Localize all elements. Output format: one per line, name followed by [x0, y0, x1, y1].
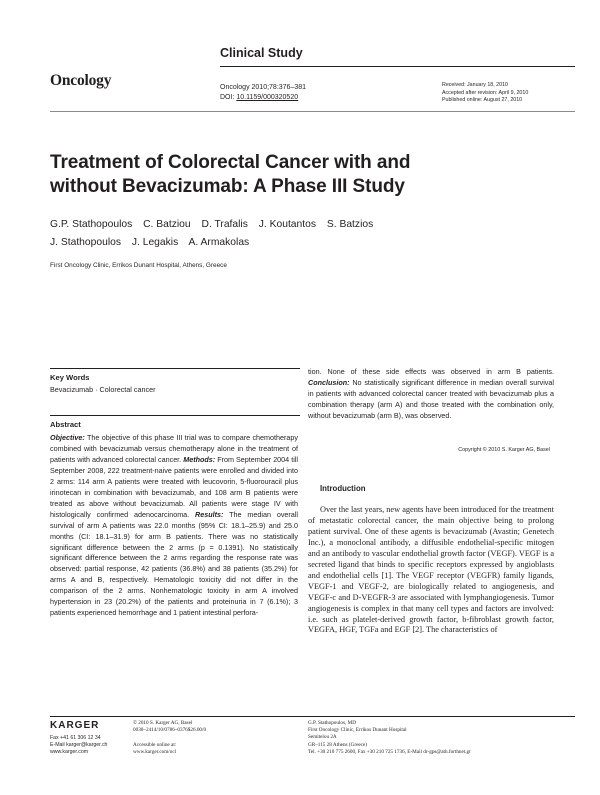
author-row-1 — [50, 216, 450, 234]
objective-label: Objective: — [50, 433, 85, 442]
corr-street: Semitelou 2A — [308, 734, 337, 741]
methods-label: Methods: — [183, 454, 216, 464]
title-line-2: without Bevacizumab: A Phase III Study — [50, 176, 405, 197]
correspondence — [308, 720, 471, 756]
published-date: Published online: August 27, 2010 — [442, 97, 523, 104]
title-line-1: Treatment of Colorectal Cancer with and — [50, 152, 411, 173]
footer-rule — [50, 716, 575, 717]
affiliation: First Oncology Clinic, Errikos Dunant Hospital, Athens, Greece — [50, 262, 227, 269]
publication-info — [133, 720, 206, 756]
author: J. Stathopoulos — [50, 237, 121, 248]
citation-block — [220, 83, 306, 102]
doi-link[interactable]: 10.1159/000320520 — [236, 93, 299, 101]
methods-text: From September 2004 till September 2008, 222 treatment-naive patients were enrolled and divided into 2 arms: 114 arm A patients were treated with leucovorin, 5-fluorouracil plus irinotecan in combination with bevacizumab, and 108 arm B patients were treated as above without bevacizumab. All patients were stage IV with histologically confirmed adenocarcinoma. — [50, 454, 298, 519]
abstract-copyright: Copyright © 2010 S. Karger AG, Basel — [458, 447, 550, 453]
continued-text: tion. None of these side effects was observed in arm B patients. — [308, 367, 554, 376]
header-rule — [220, 66, 575, 67]
spacer — [133, 734, 206, 741]
conclusion-text: No statistically significant difference in median overall survival in patients with advanced colorectal cancer treated with bevacizumab plus a combination therapy (arm A) and those treated with the combination only, without bevacizumab (arm B), was observed. — [308, 377, 554, 420]
issn-line: 0030–2414/10/0786–0376$26.00/0 — [133, 727, 207, 734]
keywords-text: Bevacizumab · Colorectal cancer — [50, 385, 156, 394]
corr-name: G.P. Stathopoulos, MD — [308, 720, 356, 726]
article-dates — [442, 82, 528, 105]
author: D. Trafalis — [201, 219, 248, 230]
doi-line — [220, 93, 306, 103]
corr-dept: First Oncology Clinic, Errikos Dunant Hospital — [308, 727, 407, 734]
accepted-date: Accepted after revision: April 9, 2010 — [442, 89, 529, 96]
abstract-continued — [308, 367, 554, 422]
article-title — [50, 151, 570, 199]
section-label: Clinical Study — [220, 46, 303, 60]
author: A. Armakolas — [188, 237, 250, 248]
publisher-contact — [50, 735, 107, 757]
publisher-fax: Fax +41 61 306 12 34 — [50, 735, 101, 741]
results-text: The median overall survival of arm A patients was 22.0 months (95% CI: 18.1–25.9) and 25.0 months (CI: 18.1–31.9) for arm B patients. There was no statistically significant difference between the 2 arms (p = 0.1391). No statistically significant difference between the 2 arms regarding the response rate was observed: partial response, 42 patients (36.8%) and 38 patients (35.2%) for arms A and B, respectively. Hematologic toxicity did not differ in the comparison of the 2 arms. Nonhematologic toxicity in arm A involved hypertension in 23 (20.2%) of the patients and proteinuria in 7 (6.1%); 3 patients experienced hemorrhage and 1 patient intestinal perfora- — [50, 509, 298, 618]
doi-prefix: DOI: — [220, 93, 237, 101]
author: J. Legakis — [131, 237, 179, 248]
publisher-email[interactable]: E-Mail karger@karger.ch — [50, 742, 108, 749]
results-label: Results: — [195, 509, 224, 519]
corr-contact: Tel. +30 210 775 2600, Fax +30 210 725 1736, E-Mail dr-gps@ath.forthnet.gr — [308, 748, 471, 755]
title-rule — [50, 111, 575, 112]
publisher-web[interactable]: www.karger.com — [50, 749, 89, 756]
accessible-label: Accessible online at: — [133, 741, 177, 748]
corr-city: GR–115 28 Athens (Greece) — [308, 741, 368, 748]
objective-text: The objective of this phase III trial was to compare chemotherapy combined with bevacizumab versus chemotherapy alone in the treatment of patients with advanced colorectal cancer. — [50, 433, 298, 464]
abstract-rule — [50, 415, 300, 416]
author: S. Batzios — [326, 219, 374, 230]
conclusion-label: Conclusion: — [308, 377, 350, 387]
author-row-2 — [50, 234, 450, 252]
journal-name: Oncology — [50, 72, 112, 89]
abstract-heading: Abstract — [50, 420, 81, 429]
introduction-body: Over the last years, new agents have been introduced for the treatment of metastatic colorectal cancer, the main objective being to prolong patient survival. One of these agents is bevacizumab (Avastin; Genetech Inc.), a monoclonal antibody, a diffusible endothelial-specific mitogen and an antibody to vascular endothelial growth factor (VEGF). VEGF is a secreted ligand that binds to specific receptors expressed by angioblasts and endothelial cells [1]. The VEGF receptor (VEGFR) family ligands, VEGF-1 and VEGF-2, are biologically related to angiogenesis, and VEGF-c and D-VEGFR-3 are associated with lymphangiogenesis. Tumor angiogenesis is complex in that many cell types and factors are involved: i.e. such as platelet-derived growth factor, b-fibroblast growth factor, VEGFA, HGF, TGFa and EGF [2]. The characteristics of — [308, 505, 554, 635]
citation-line: Oncology 2010;78:376–381 — [220, 84, 307, 91]
author: G.P. Stathopoulos — [50, 219, 133, 230]
introduction-heading: Introduction — [320, 484, 366, 493]
author: C. Batziou — [143, 219, 191, 230]
author-list — [50, 216, 450, 252]
abstract-body — [50, 433, 298, 619]
online-url[interactable]: www.karger.com/ocl — [133, 748, 177, 755]
footer-copyright: © 2010 S. Karger AG, Basel — [133, 720, 193, 726]
keywords-heading: Key Words — [50, 373, 90, 382]
received-date: Received: January 18, 2010 — [442, 82, 508, 88]
keywords-rule — [50, 368, 300, 369]
publisher-logo: KARGER — [50, 720, 100, 731]
author: J. Koutantos — [258, 219, 316, 230]
